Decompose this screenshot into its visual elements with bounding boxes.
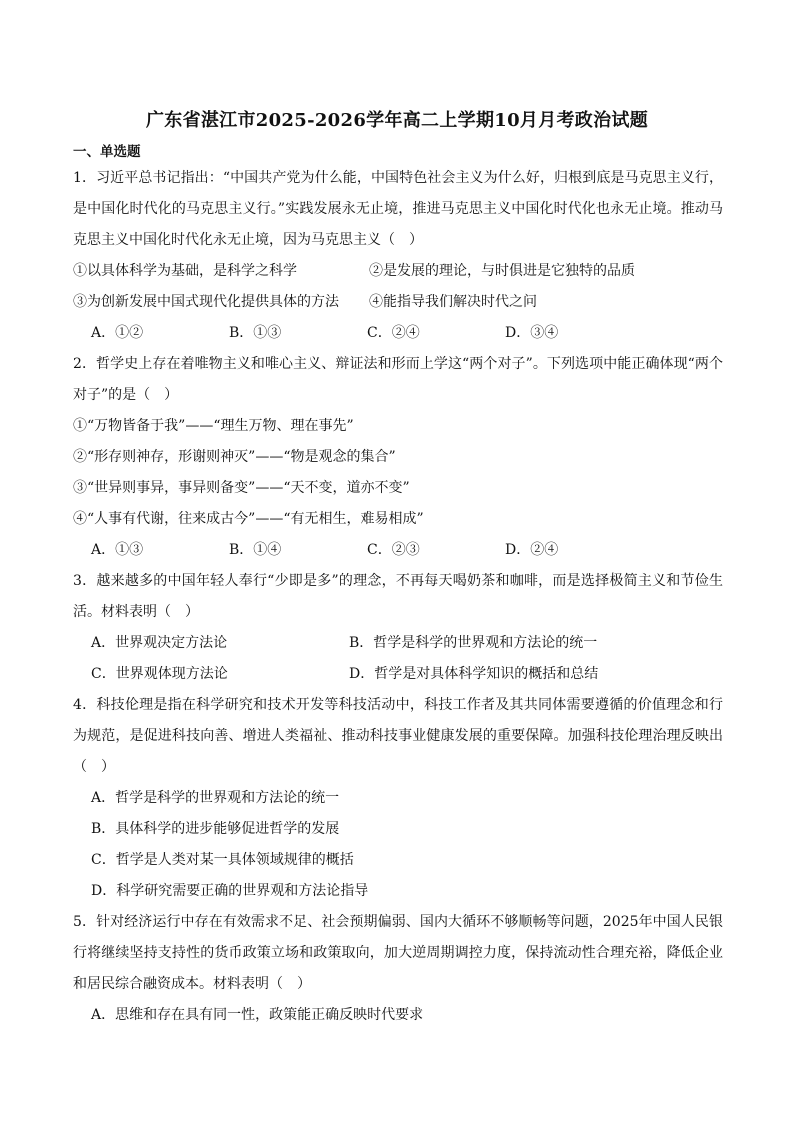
question-1-statement-4: ④能指导我们解决时代之问 — [369, 294, 537, 310]
question-4-option-b: B．具体科学的进步能够促进哲学的发展 — [91, 821, 340, 837]
question-3-option-a: A．世界观决定方法论 — [91, 635, 228, 651]
question-2 — [73, 349, 723, 566]
question-2-option-a: A．①③ — [91, 542, 144, 558]
question-4-option-d: D．科学研究需要正确的世界观和方法论指导 — [91, 883, 369, 899]
question-3-stem: 3．越来越多的中国年轻人奉行“少即是多”的理念，不再每天喝奶茶和咖啡，而是选择极简主义和节俭生活。材料表明（ ） — [73, 573, 723, 620]
question-1-option-a: A．①② — [91, 325, 144, 341]
question-3-option-c: C．世界观体现方法论 — [91, 666, 228, 682]
question-2-options — [73, 535, 723, 566]
question-1-option-c: C．②④ — [367, 325, 420, 341]
question-1-statements-row-2 — [73, 287, 723, 318]
question-3-options-row-1 — [73, 628, 723, 659]
question-3 — [73, 566, 723, 690]
question-4 — [73, 690, 723, 907]
question-1-statement-2: ②是发展的理论，与时俱进是它独特的品质 — [369, 263, 635, 279]
page-title: 广东省湛江市2025-2026学年高二上学期10月月考政治试题 — [145, 110, 648, 131]
question-1-option-d: D．③④ — [505, 325, 559, 341]
question-3-option-b: B．哲学是科学的世界观和方法论的统一 — [349, 635, 598, 651]
question-1-options — [73, 318, 723, 349]
question-1-option-b: B．①③ — [229, 325, 282, 341]
question-5 — [73, 907, 723, 1031]
question-4-option-c: C．哲学是人类对某一具体领域规律的概括 — [91, 852, 354, 868]
question-4-stem: 4．科技伦理是指在科学研究和技术开发等科技活动中，科技工作者及其共同体需要遵循的价值理念和行为规范，是促进科技向善、增进人类福祉、推动科技事业健康发展的重要保障。加强科技伦理治理反映出（ ） — [73, 697, 723, 775]
question-1 — [73, 163, 723, 349]
question-1-statement-1: ①以具体科学为基础，是科学之科学 — [73, 263, 297, 279]
question-5-stem: 5．针对经济运行中存在有效需求不足、社会预期偏弱、国内大循环不够顺畅等问题，2025年中国人民银行将继续坚持支持性的货币政策立场和政策取向，加大逆周期调控力度，保持流动性合理充裕，降低企业和居民综合融资成本。材料表明（ ） — [73, 914, 723, 992]
question-2-option-c: C．②③ — [367, 542, 420, 558]
question-2-statement-3: ③“世异则事异，事异则备变”——“天不变，道亦不变” — [73, 480, 410, 496]
question-3-option-d: D．哲学是对具体科学知识的概括和总结 — [349, 666, 599, 682]
question-3-options-row-2 — [73, 659, 723, 690]
question-2-statement-2: ②“形存则神存，形谢则神灭”——“物是观念的集合” — [73, 449, 396, 465]
question-2-stem: 2．哲学史上存在着唯物主义和唯心主义、辩证法和形而上学这“两个对子”。下列选项中能正确体现“两个对子”的是（ ） — [73, 356, 723, 403]
question-4-option-a: A．哲学是科学的世界观和方法论的统一 — [91, 790, 340, 806]
question-1-stem: 1．习近平总书记指出：“中国共产党为什么能，中国特色社会主义为什么好，归根到底是马克思主义行，是中国化时代化的马克思主义行。”实践发展永无止境，推进马克思主义中国化时代化也永无止境。推动马克思主义中国化时代化永无止境，因为马克思主义（ ） — [73, 170, 723, 248]
question-2-statement-1: ①“万物皆备于我”——“理生万物、理在事先” — [73, 418, 354, 434]
question-2-option-b: B．①④ — [229, 542, 282, 558]
question-5-option-a: A．思维和存在具有同一性，政策能正确反映时代要求 — [91, 1007, 424, 1023]
question-2-option-d: D．②④ — [505, 542, 559, 558]
section-heading: 一、单选题 — [73, 144, 141, 160]
question-1-statement-3: ③为创新发展中国式现代化提供具体的方法 — [73, 294, 339, 310]
question-list — [73, 163, 723, 1031]
question-1-statements-row-1 — [73, 256, 723, 287]
question-2-statement-4: ④“人事有代谢，往来成古今”——“有无相生，难易相成” — [73, 511, 424, 527]
